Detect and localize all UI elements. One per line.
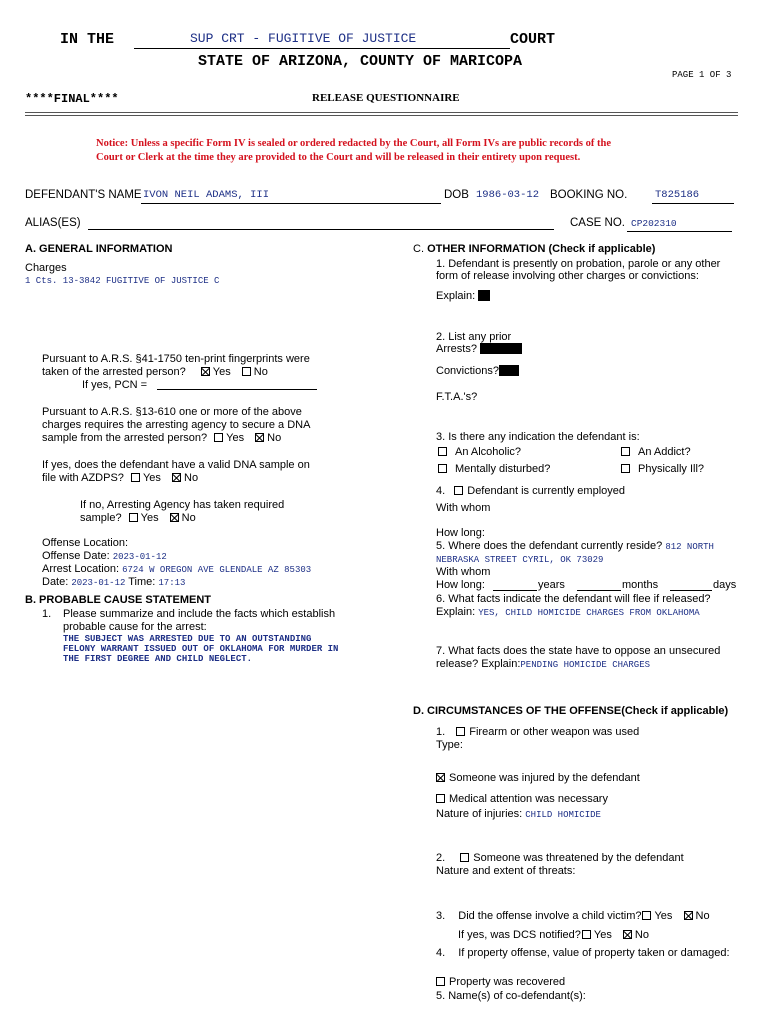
d-q2-row <box>436 852 684 864</box>
d-q3-row <box>436 910 710 922</box>
charges-value: 1 Cts. 13-3842 FUGITIVE OF JUSTICE C <box>25 276 220 286</box>
arrest-location-label: Arrest Location: <box>42 563 120 575</box>
pc-narrative-3: THE FIRST DEGREE AND CHILD NEGLECT. <box>63 654 253 664</box>
c-q7-value: PENDING HOMICIDE CHARGES <box>520 660 651 670</box>
d-q1-number: 1. <box>436 726 446 738</box>
dna-yes-checkbox[interactable] <box>214 433 223 442</box>
d-threatened-label: Someone was threatened by the defendant <box>473 852 684 864</box>
d-child-victim-no-checkbox[interactable] <box>684 911 693 920</box>
c-convictions-label: Convictions? <box>436 365 499 377</box>
section-a-title: A. GENERAL INFORMATION <box>25 243 173 255</box>
required-sample-yes-label: Yes <box>140 512 159 524</box>
c-addict-checkbox[interactable] <box>621 447 630 456</box>
dna-no-label: No <box>267 432 282 444</box>
c-convictions-row <box>436 365 519 377</box>
alias-underline[interactable] <box>88 229 554 230</box>
c-q6-explain-row <box>436 606 700 618</box>
valid-dna-no-label: No <box>184 472 199 484</box>
dna-yes-label: Yes <box>226 432 245 444</box>
case-label: CASE NO. <box>570 217 625 229</box>
booking-value[interactable]: T825186 <box>655 189 700 201</box>
page-number: PAGE 1 OF 3 <box>672 70 732 80</box>
section-c-title <box>413 243 655 255</box>
time-value: 17:13 <box>158 578 186 588</box>
c-days-underline[interactable] <box>670 590 712 591</box>
fingerprint-no-checkbox[interactable] <box>242 367 251 376</box>
d-q1-row <box>436 726 639 738</box>
pcn-label: If yes, PCN = <box>82 379 148 391</box>
d-q2-number: 2. <box>436 852 446 864</box>
d-medical-label: Medical attention was necessary <box>449 793 608 805</box>
c-mentally-label: Mentally disturbed? <box>455 463 551 475</box>
dna-line-1: Pursuant to A.R.S. §13-610 one or more of the above <box>42 406 302 418</box>
d-nature-injuries-label: Nature of injuries: <box>436 808 523 820</box>
d-injured-label: Someone was injured by the defendant <box>449 772 640 784</box>
d-threatened-checkbox[interactable] <box>460 853 469 862</box>
fingerprint-line-2: taken of the arrested person? <box>42 366 186 378</box>
booking-underline <box>652 203 734 204</box>
d-child-victim-label: Did the offense involve a child victim? <box>458 910 642 922</box>
c-convictions-redaction <box>499 365 519 376</box>
c-years-label: years <box>538 579 565 591</box>
d-recovered-label: Property was recovered <box>449 976 566 988</box>
section-c-title-text: OTHER INFORMATION (Check if applicable) <box>427 243 656 255</box>
d-medical-checkbox[interactable] <box>436 794 445 803</box>
d-nature-injuries-row <box>436 808 601 820</box>
dob-value[interactable]: 1986-03-12 <box>476 189 540 201</box>
valid-dna-question <box>42 472 198 484</box>
c-alcoholic-label: An Alcoholic? <box>455 446 522 458</box>
section-c-prefix: C. <box>413 243 424 255</box>
required-sample-no-checkbox[interactable] <box>170 513 179 522</box>
header-rule-top <box>25 112 738 113</box>
d-child-victim-yes-label: Yes <box>654 910 673 922</box>
c-q1-line-1: 1. Defendant is presently on probation, parole or any other <box>436 258 721 270</box>
d-firearm-checkbox[interactable] <box>456 727 465 736</box>
court-name-underline <box>134 48 510 49</box>
final-label: ****FINAL**** <box>25 92 119 106</box>
c-q7-line-1: 7. What facts does the state have to oppose an unsecured <box>436 645 721 657</box>
d-q3-number: 3. <box>436 910 446 922</box>
d-type-label: Type: <box>436 739 463 751</box>
required-sample-yes-checkbox[interactable] <box>129 513 138 522</box>
offense-location-label: Offense Location: <box>42 537 129 549</box>
valid-dna-yes-label: Yes <box>142 472 161 484</box>
c-q1-explain-row <box>436 290 490 302</box>
d-q4-row <box>436 947 730 959</box>
offense-date-row <box>42 550 167 562</box>
c-days-label: days <box>713 579 737 591</box>
pc-item-line-2: probable cause for the arrest: <box>63 621 207 633</box>
c-mentally-row <box>438 463 550 475</box>
date-value: 2023-01-12 <box>71 578 126 588</box>
c-physically-label: Physically Ill? <box>638 463 705 475</box>
arrest-location-row <box>42 563 311 575</box>
d-property-label: If property offense, value of property taken or damaged: <box>458 947 730 959</box>
c-q3-label: 3. Is there any indication the defendant is: <box>436 431 640 443</box>
booking-label: BOOKING NO. <box>550 189 628 201</box>
case-underline <box>627 231 732 232</box>
c-q4-number: 4. <box>436 485 446 497</box>
state-county-title: STATE OF ARIZONA, COUNTY OF MARICOPA <box>198 53 523 70</box>
d-dcs-no-label: No <box>634 929 649 941</box>
c-q7-row <box>436 658 650 670</box>
offense-date-value: 2023-01-12 <box>112 552 167 562</box>
form-title: RELEASE QUESTIONNAIRE <box>312 92 460 104</box>
d-dcs-yes-label: Yes <box>593 929 612 941</box>
required-sample-question <box>80 512 196 524</box>
c-ftas-label: F.T.A.'s? <box>436 391 478 403</box>
pcn-underline[interactable] <box>157 389 317 390</box>
in-the-label: IN THE <box>60 31 115 48</box>
fingerprint-no-label: No <box>253 366 268 378</box>
d-q4-number: 4. <box>436 947 446 959</box>
c-arrests-redaction <box>480 343 522 354</box>
d-nature-threats-label: Nature and extent of threats: <box>436 865 576 877</box>
c-q6-label: 6. What facts indicate the defendant will flee if released? <box>436 593 711 605</box>
fingerprint-line-1: Pursuant to A.R.S. §41-1750 ten-print fingerprints were <box>42 353 310 365</box>
c-q2-label: 2. List any prior <box>436 331 512 343</box>
c-addict-label: An Addict? <box>638 446 691 458</box>
fingerprint-yes-label: Yes <box>212 366 231 378</box>
dna-line-3: sample from the arrested person? <box>42 432 208 444</box>
pc-item-line-1: Please summarize and include the facts which establish <box>63 608 336 620</box>
c-months-label: months <box>622 579 659 591</box>
court-label: COURT <box>510 31 556 48</box>
defendant-name-label: DEFENDANT'S NAME <box>25 189 142 201</box>
valid-dna-yes-checkbox[interactable] <box>131 473 140 482</box>
d-recovered-checkbox[interactable] <box>436 977 445 986</box>
c-employed-checkbox[interactable] <box>454 486 463 495</box>
defendant-name-value[interactable]: IVON NEIL ADAMS, III <box>143 189 270 201</box>
d-medical-row <box>436 793 608 805</box>
notice-line-2: Court or Clerk at the time they are provided to the Court and will be released in their entirety upon request. <box>96 152 581 163</box>
c-q1-redaction <box>478 290 490 301</box>
c-alcoholic-checkbox[interactable] <box>438 447 447 456</box>
court-name: SUP CRT - FUGITIVE OF JUSTICE <box>190 31 417 46</box>
pc-narrative-1: THE SUBJECT WAS ARRESTED DUE TO AN OUTSTANDING <box>63 634 312 644</box>
required-sample-line-1: If no, Arresting Agency has taken required <box>80 499 285 511</box>
c-how-long-2-label: How long: <box>436 579 485 591</box>
date-label: Date: <box>42 576 69 588</box>
c-q5-value-1: 812 NORTH <box>665 542 714 552</box>
defendant-name-underline <box>141 203 441 204</box>
d-dcs-row <box>458 929 649 941</box>
required-sample-line-2: sample? <box>80 512 122 524</box>
d-dcs-yes-checkbox[interactable] <box>582 930 591 939</box>
pc-item-number: 1. <box>42 608 52 620</box>
c-with-whom-2-label: With whom <box>436 566 491 578</box>
c-alcoholic-row <box>438 446 521 458</box>
charges-label: Charges <box>25 262 67 274</box>
c-arrests-row <box>436 343 522 355</box>
d-firearm-label: Firearm or other weapon was used <box>469 726 640 738</box>
c-addict-row <box>621 446 691 458</box>
c-q4-row <box>436 485 625 497</box>
header-rule-bottom <box>25 115 738 116</box>
alias-label: ALIAS(ES) <box>25 217 81 229</box>
c-years-underline[interactable] <box>493 590 537 591</box>
c-employed-label: Defendant is currently employed <box>467 485 625 497</box>
c-how-long-label: How long: <box>436 527 485 539</box>
d-injured-row <box>436 772 640 784</box>
valid-dna-line-2: file with AZDPS? <box>42 472 124 484</box>
case-value[interactable]: CP202310 <box>631 218 677 229</box>
c-mentally-checkbox[interactable] <box>438 464 447 473</box>
arrest-location-value: 6724 W OREGON AVE GLENDALE AZ 85303 <box>122 565 312 575</box>
dna-question <box>42 432 281 444</box>
offense-date-label: Offense Date: <box>42 550 110 562</box>
section-d-title: D. CIRCUMSTANCES OF THE OFFENSE(Check if applicable) <box>413 705 729 717</box>
d-codefendants-label: 5. Name(s) of co-defendant(s): <box>436 990 586 1002</box>
d-recovered-row <box>436 976 565 988</box>
d-dcs-label: If yes, was DCS notified? <box>458 929 581 941</box>
c-q1-line-2: form of release involving other charges or convictions: <box>436 270 699 282</box>
c-q1-explain-label: Explain: <box>436 290 476 302</box>
c-with-whom-label: With whom <box>436 502 491 514</box>
c-months-underline[interactable] <box>577 590 621 591</box>
dna-line-2: charges requires the arresting agency to secure a DNA <box>42 419 311 431</box>
valid-dna-no-checkbox[interactable] <box>172 473 181 482</box>
c-physically-checkbox[interactable] <box>621 464 630 473</box>
valid-dna-line-1: If yes, does the defendant have a valid DNA sample on <box>42 459 310 471</box>
d-dcs-no-checkbox[interactable] <box>623 930 632 939</box>
c-physically-row <box>621 463 704 475</box>
arrest-date-row <box>42 576 185 588</box>
fingerprint-question <box>42 366 268 378</box>
c-q5-label: 5. Where does the defendant currently reside? <box>436 540 663 552</box>
d-nature-injuries-value: CHILD HOMICIDE <box>525 810 601 820</box>
c-q6-explain-label: Explain: <box>436 606 476 618</box>
c-arrests-label: Arrests? <box>436 343 477 355</box>
c-q7-line-2: release? Explain: <box>436 658 521 670</box>
notice-line-1: Notice: Unless a specific Form IV is sealed or ordered redacted by the Court, all Form IVs are public records of the <box>96 138 612 149</box>
dna-no-checkbox[interactable] <box>255 433 264 442</box>
fingerprint-yes-checkbox[interactable] <box>201 367 210 376</box>
d-child-victim-yes-checkbox[interactable] <box>642 911 651 920</box>
section-b-title: B. PROBABLE CAUSE STATEMENT <box>25 594 211 606</box>
c-q5-value-2: NEBRASKA STREET CYRIL, OK 73029 <box>436 555 604 565</box>
pc-narrative-2: FELONY WARRANT ISSUED OUT OF OKLAHOMA FOR MURDER IN <box>63 644 339 654</box>
d-child-victim-no-label: No <box>695 910 710 922</box>
time-label: Time: <box>128 576 156 588</box>
d-injured-checkbox[interactable] <box>436 773 445 782</box>
required-sample-no-label: No <box>181 512 196 524</box>
c-q5-row <box>436 540 714 552</box>
dob-label: DOB <box>444 189 469 201</box>
c-q6-value: YES, CHILD HOMICIDE CHARGES FROM OKLAHOMA <box>478 608 700 618</box>
